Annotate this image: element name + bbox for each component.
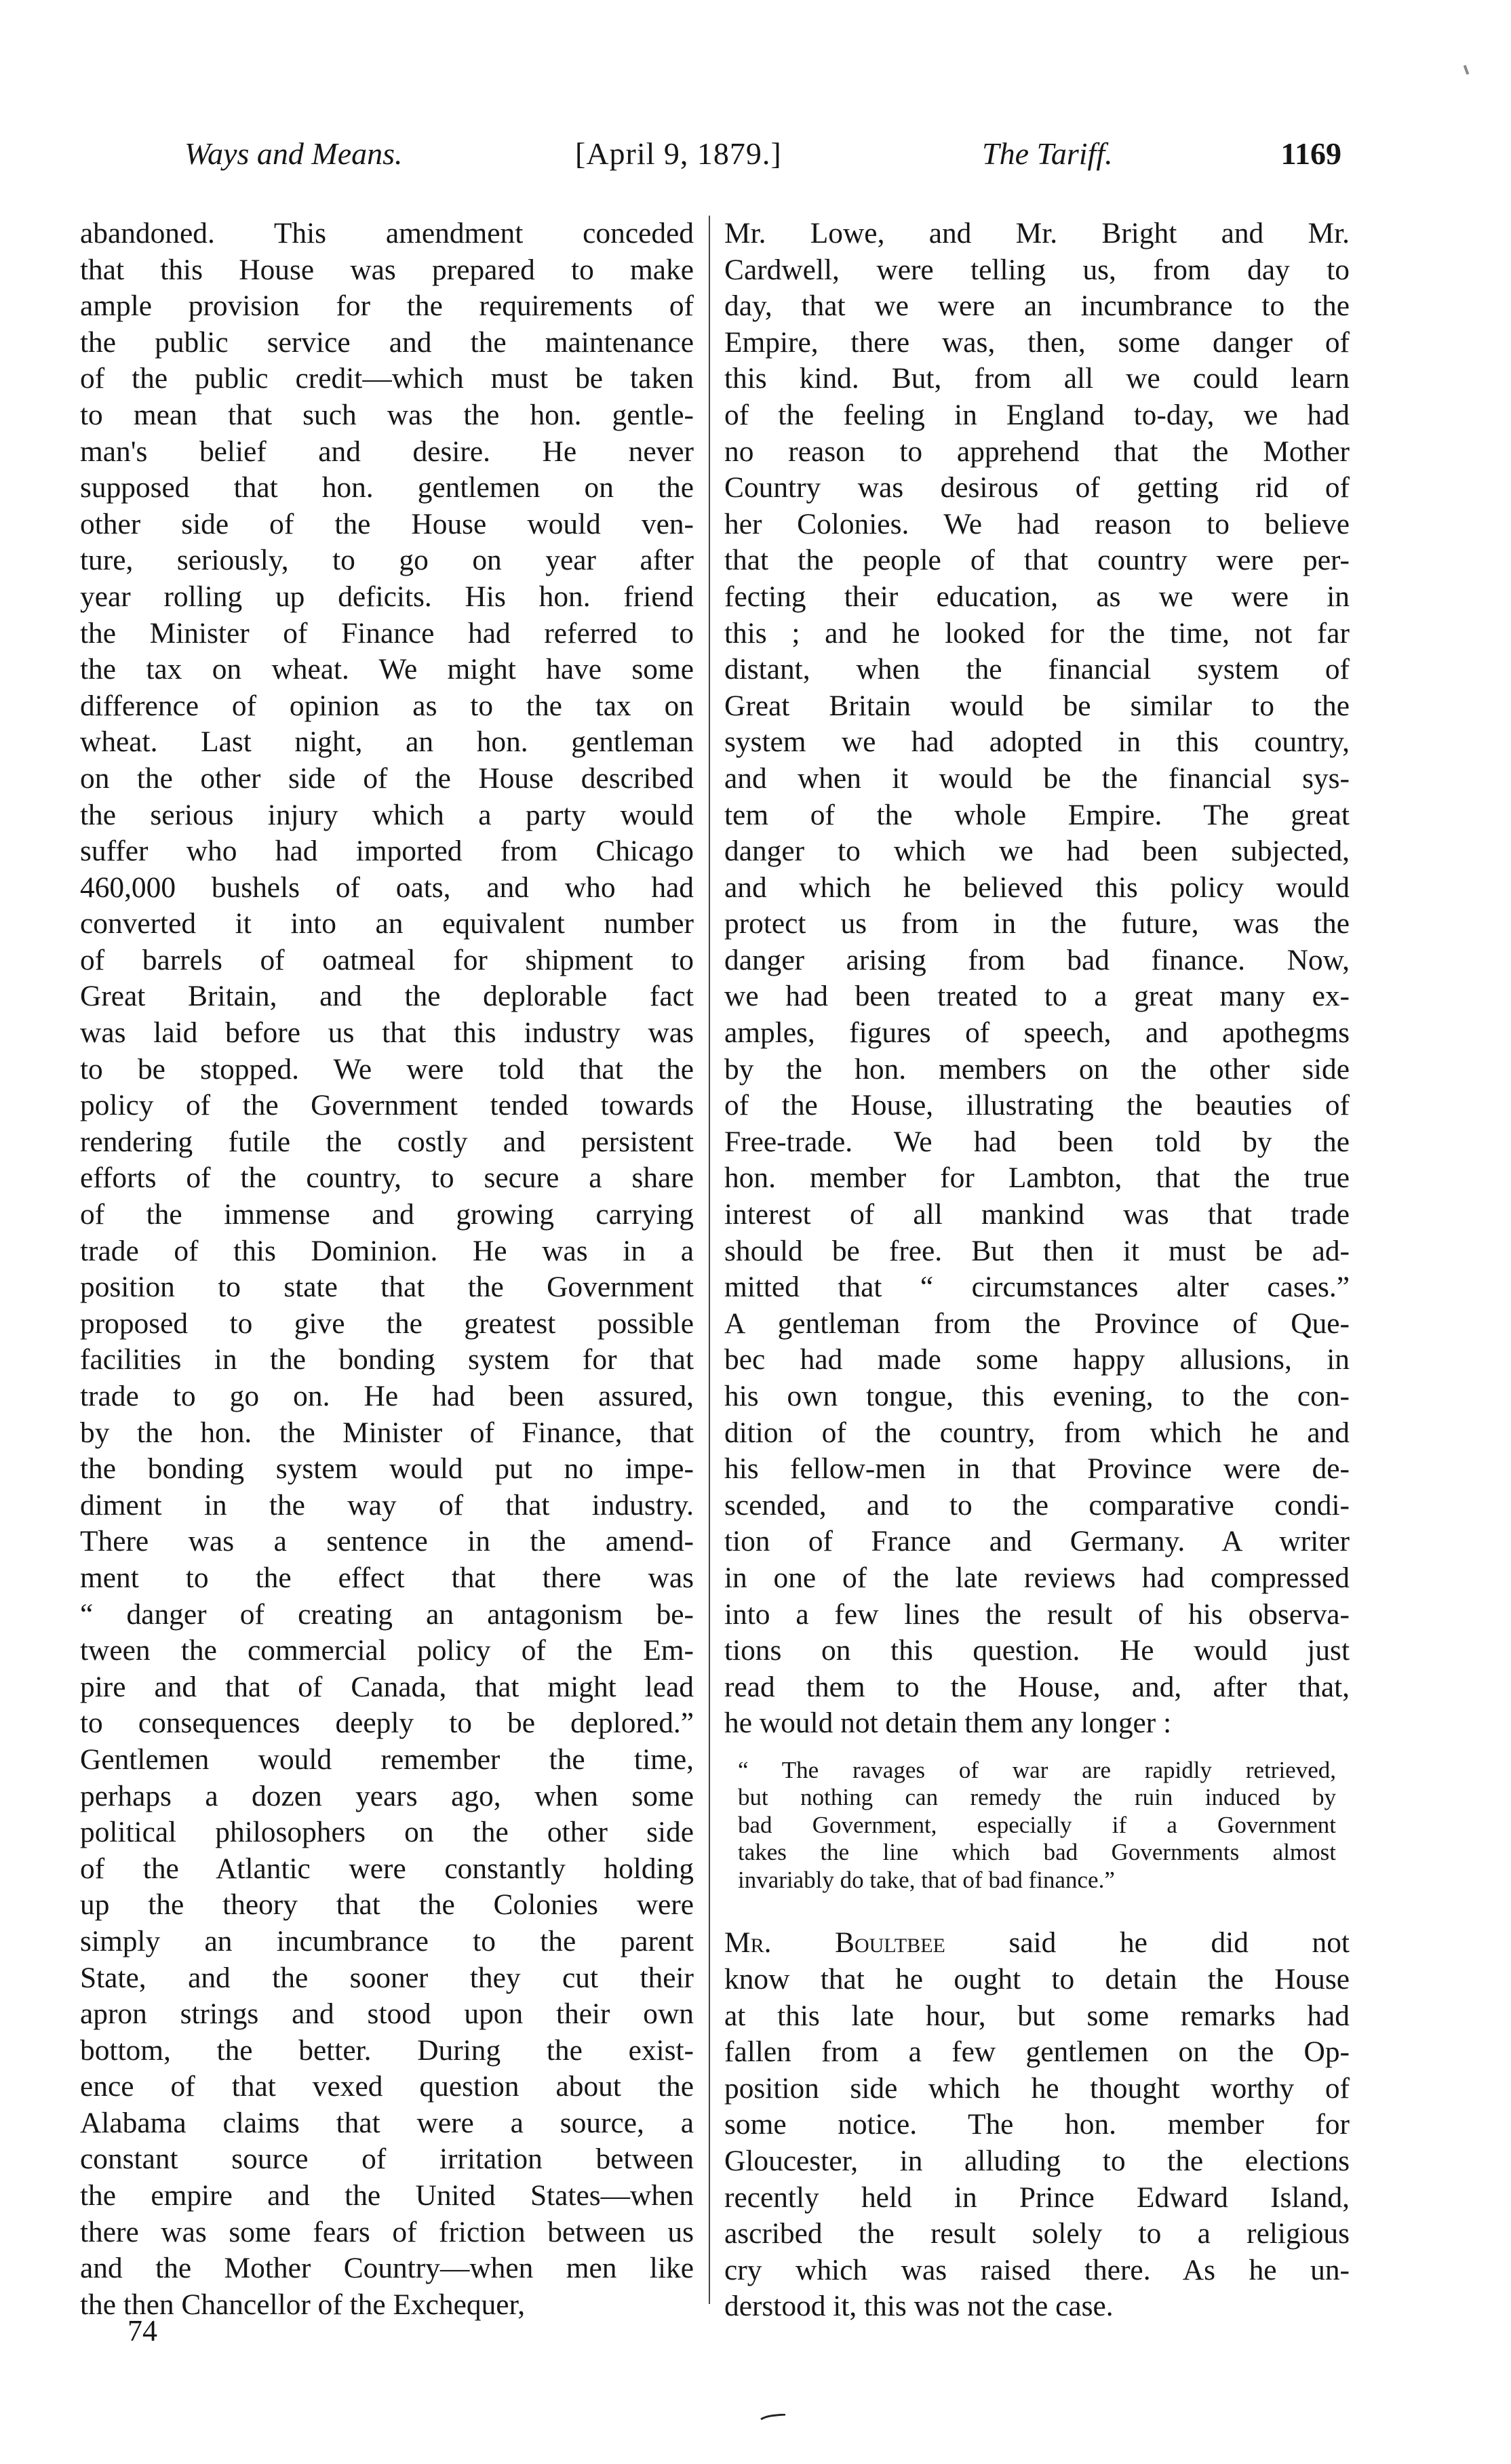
right-column (724, 216, 1350, 2325)
text-line: Great Britain would be similar to the (724, 689, 1350, 722)
text-line: danger arising from bad finance. Now, (724, 943, 1350, 976)
text-line: hon. member for Lambton, that the true (724, 1161, 1350, 1195)
text-line: trade of this Dominion. He was in a (80, 1234, 694, 1267)
text-line: day, that we were an incumbrance to the (724, 290, 1350, 323)
text-line: tions on this question. He would just (724, 1634, 1350, 1667)
text-line: Free-trade. We had been told by the (724, 1125, 1350, 1158)
text-line: other side of the House would ven- (80, 507, 694, 540)
text-line: the bonding system would put no impe- (80, 1452, 694, 1486)
quote-line: “ The ravages of war are rapidly retrieved, (738, 1756, 1336, 1783)
text-line: difference of opinion as to the tax on (80, 689, 694, 722)
text-line: that this House was prepared to make (80, 253, 694, 286)
text-line: suffer who had imported from Chicago (80, 835, 694, 868)
text-line: and the Mother Country—when men like (80, 2252, 694, 2285)
text-line: of the feeling in England to-day, we had (724, 398, 1350, 431)
text-line: and when it would be the financial sys- (724, 761, 1350, 795)
speech-block (724, 1925, 1350, 2325)
text-line: man's belief and desire. He never (80, 435, 694, 468)
text-line: the Minister of Finance had referred to (80, 616, 694, 650)
text-line: proposed to give the greatest possible (80, 1307, 694, 1340)
text-line: Gentlemen would remember the time, (80, 1743, 694, 1776)
text-line: of the Atlantic were constantly holding (80, 1852, 694, 1885)
text-line: apron strings and stood upon their own (80, 1998, 694, 2031)
text-line: should be free. But then it must be ad- (724, 1234, 1350, 1267)
speaker-name: Mr. Boultbee (724, 1926, 945, 1960)
page-number: 1169 (1280, 136, 1341, 171)
text-line: that the people of that country were per- (724, 544, 1350, 577)
text-line: efforts of the country, to secure a share (80, 1161, 694, 1195)
text-line: tween the commercial policy of the Em- (80, 1634, 694, 1667)
speech-line: some notice. The hon. member for (724, 2108, 1350, 2141)
text-line: by the hon. members on the other side (724, 1052, 1350, 1086)
text-line: trade to go on. He had been assured, (80, 1380, 694, 1412)
text-line: the empire and the United States—when (80, 2179, 694, 2212)
speech-line: ascribed the result solely to a religious (724, 2217, 1350, 2250)
text-line: danger to which we had been subjected, (724, 835, 1350, 868)
text-line: ment to the effect that there was (80, 1561, 694, 1594)
text-line: bottom, the better. During the exist- (80, 2033, 694, 2067)
text-line: we had been treated to a great many ex- (724, 980, 1350, 1013)
text-line: of the public credit—which must be taken (80, 362, 694, 395)
text-line: was laid before us that this industry was (80, 1016, 694, 1050)
speech-line: recently held in Prince Edward Island, (724, 2181, 1350, 2214)
speech-text (724, 1962, 1350, 2325)
running-header (184, 136, 1341, 183)
quote-line: but nothing can remedy the ruin induced by (738, 1784, 1336, 1811)
column-divider (709, 216, 710, 2304)
text-line: converted it into an equivalent number (80, 907, 694, 940)
signature-mark: 74 (127, 2314, 157, 2347)
text-line: ture, seriously, to go on year after (80, 544, 694, 577)
text-line: Alabama claims that were a source, a (80, 2106, 694, 2139)
text-line: fecting their education, as we were in (724, 580, 1350, 613)
speech-line: Gloucester, in alluding to the elections (724, 2145, 1350, 2177)
text-line: this ; and he looked for the time, not far (724, 616, 1350, 650)
text-line: and which he believed this policy would (724, 871, 1350, 904)
text-line: abandoned. This amendment conceded (80, 217, 694, 250)
speech-line: know that he ought to detain the House (724, 1963, 1350, 1996)
text-line: supposed that hon. gentlemen on the (80, 471, 694, 504)
text-line: to be stopped. We were told that the (80, 1052, 694, 1086)
text-line: simply an incumbrance to the parent (80, 1924, 694, 1958)
speech-line: fallen from a few gentlemen on the Op- (724, 2035, 1350, 2069)
text-line: pire and that of Canada, that might lead (80, 1670, 694, 1703)
text-line: rendering futile the costly and persistent (80, 1125, 694, 1158)
quote-line: bad Government, especially if a Government (738, 1811, 1336, 1838)
text-line: interest of all mankind was that trade (724, 1198, 1350, 1231)
text-line: facilities in the bonding system for that (80, 1343, 694, 1376)
printer-mark (760, 2414, 787, 2421)
text-line: Empire, there was, then, some danger of (724, 325, 1350, 359)
text-line: the public service and the maintenance (80, 325, 694, 359)
text-line: constant source of irritation between (80, 2143, 694, 2176)
text-line: into a few lines the result of his observa- (724, 1597, 1350, 1631)
text-line: Great Britain, and the deplorable fact (80, 980, 694, 1013)
text-line: of barrels of oatmeal for shipment to (80, 943, 694, 976)
text-line: bec had made some happy allusions, in (724, 1343, 1350, 1376)
speech-first-line (724, 1925, 1350, 1962)
text-line: of the immense and growing carrying (80, 1198, 694, 1231)
text-line: tem of the whole Empire. The great (724, 798, 1350, 831)
text-line: ample provision for the requirements of (80, 290, 694, 323)
text-line: no reason to apprehend that the Mother (724, 435, 1350, 468)
text-line: the serious injury which a party would (80, 798, 694, 831)
text-line: protect us from in the future, was the (724, 907, 1350, 940)
text-line: Mr. Lowe, and Mr. Bright and Mr. (724, 217, 1350, 250)
text-line: system we had adopted in this country, (724, 726, 1350, 759)
text-line: diment in the way of that industry. (80, 1488, 694, 1522)
text-line: wheat. Last night, an hon. gentleman (80, 726, 694, 759)
text-line: in one of the late reviews had compressed (724, 1561, 1350, 1594)
text-line: perhaps a dozen years ago, when some (80, 1779, 694, 1812)
corner-mark (1464, 65, 1470, 75)
quoted-passage (738, 1757, 1336, 1894)
speech-line: at this late hour, but some remarks had (724, 1999, 1350, 2032)
text-line: up the theory that the Colonies were (80, 1888, 694, 1922)
text-line: amples, figures of speech, and apothegms (724, 1016, 1350, 1050)
text-line: of the House, illustrating the beauties of (724, 1089, 1350, 1122)
speech-line: position side which he thought worthy of (724, 2071, 1350, 2105)
text-line: Cardwell, were telling us, from day to (724, 253, 1350, 286)
text-line: scended, and to the comparative condi- (724, 1488, 1350, 1522)
speech-first-line-text: said he did not (1008, 1926, 1350, 1960)
text-line: the then Chancellor of the Exchequer, (80, 2288, 526, 2321)
text-line: 460,000 bushels of oats, and who had (80, 871, 694, 904)
speech-line: derstood it, this was not the case. (724, 2290, 1114, 2323)
text-line: on the other side of the House described (80, 761, 694, 795)
text-line: to consequences deeply to be deplored.” (80, 1707, 694, 1740)
text-line: read them to the House, and, after that, (724, 1670, 1350, 1703)
text-line: his own tongue, this evening, to the con- (724, 1380, 1350, 1412)
text-line: position to state that the Government (80, 1271, 694, 1304)
text-line: There was a sentence in the amend- (80, 1525, 694, 1558)
right-column-text (724, 216, 1350, 1742)
text-line: “ danger of creating an antagonism be- (80, 1597, 694, 1631)
text-line: A gentleman from the Province of Que- (724, 1307, 1350, 1340)
text-line: the tax on wheat. We might have some (80, 653, 694, 686)
text-line: State, and the sooner they cut their (80, 1961, 694, 1994)
speech-line: cry which was raised there. As he un- (724, 2253, 1350, 2286)
text-line: Country was desirous of getting rid of (724, 471, 1350, 504)
text-line: policy of the Government tended towards (80, 1089, 694, 1122)
text-line: there was some fears of friction between us (80, 2215, 694, 2248)
text-line: to mean that such was the hon. gentle- (80, 398, 694, 431)
text-line: political philosophers on the other side (80, 1816, 694, 1849)
header-section-title: Ways and Means. (184, 136, 403, 171)
quote-line: invariably do take, that of bad finance.” (738, 1866, 1115, 1893)
text-line: ence of that vexed question about the (80, 2070, 694, 2103)
left-column (80, 216, 694, 2323)
text-line: this kind. But, from all we could learn (724, 362, 1350, 395)
text-line: his fellow-men in that Province were de- (724, 1452, 1350, 1486)
text-line: her Colonies. We had reason to believe (724, 507, 1350, 540)
header-topic: The Tariff. (982, 136, 1113, 171)
quote-line: takes the line which bad Governments almost (738, 1839, 1336, 1866)
text-line: tion of France and Germany. A writer (724, 1525, 1350, 1558)
text-line: by the hon. the Minister of Finance, that (80, 1416, 694, 1449)
text-line: distant, when the financial system of (724, 653, 1350, 686)
text-line: he would not detain them any longer : (724, 1707, 1172, 1740)
text-line: mitted that “ circumstances alter cases.” (724, 1271, 1350, 1304)
header-date: [April 9, 1879.] (575, 136, 782, 171)
text-line: year rolling up deficits. His hon. friend (80, 580, 694, 613)
text-line: dition of the country, from which he and (724, 1416, 1350, 1449)
